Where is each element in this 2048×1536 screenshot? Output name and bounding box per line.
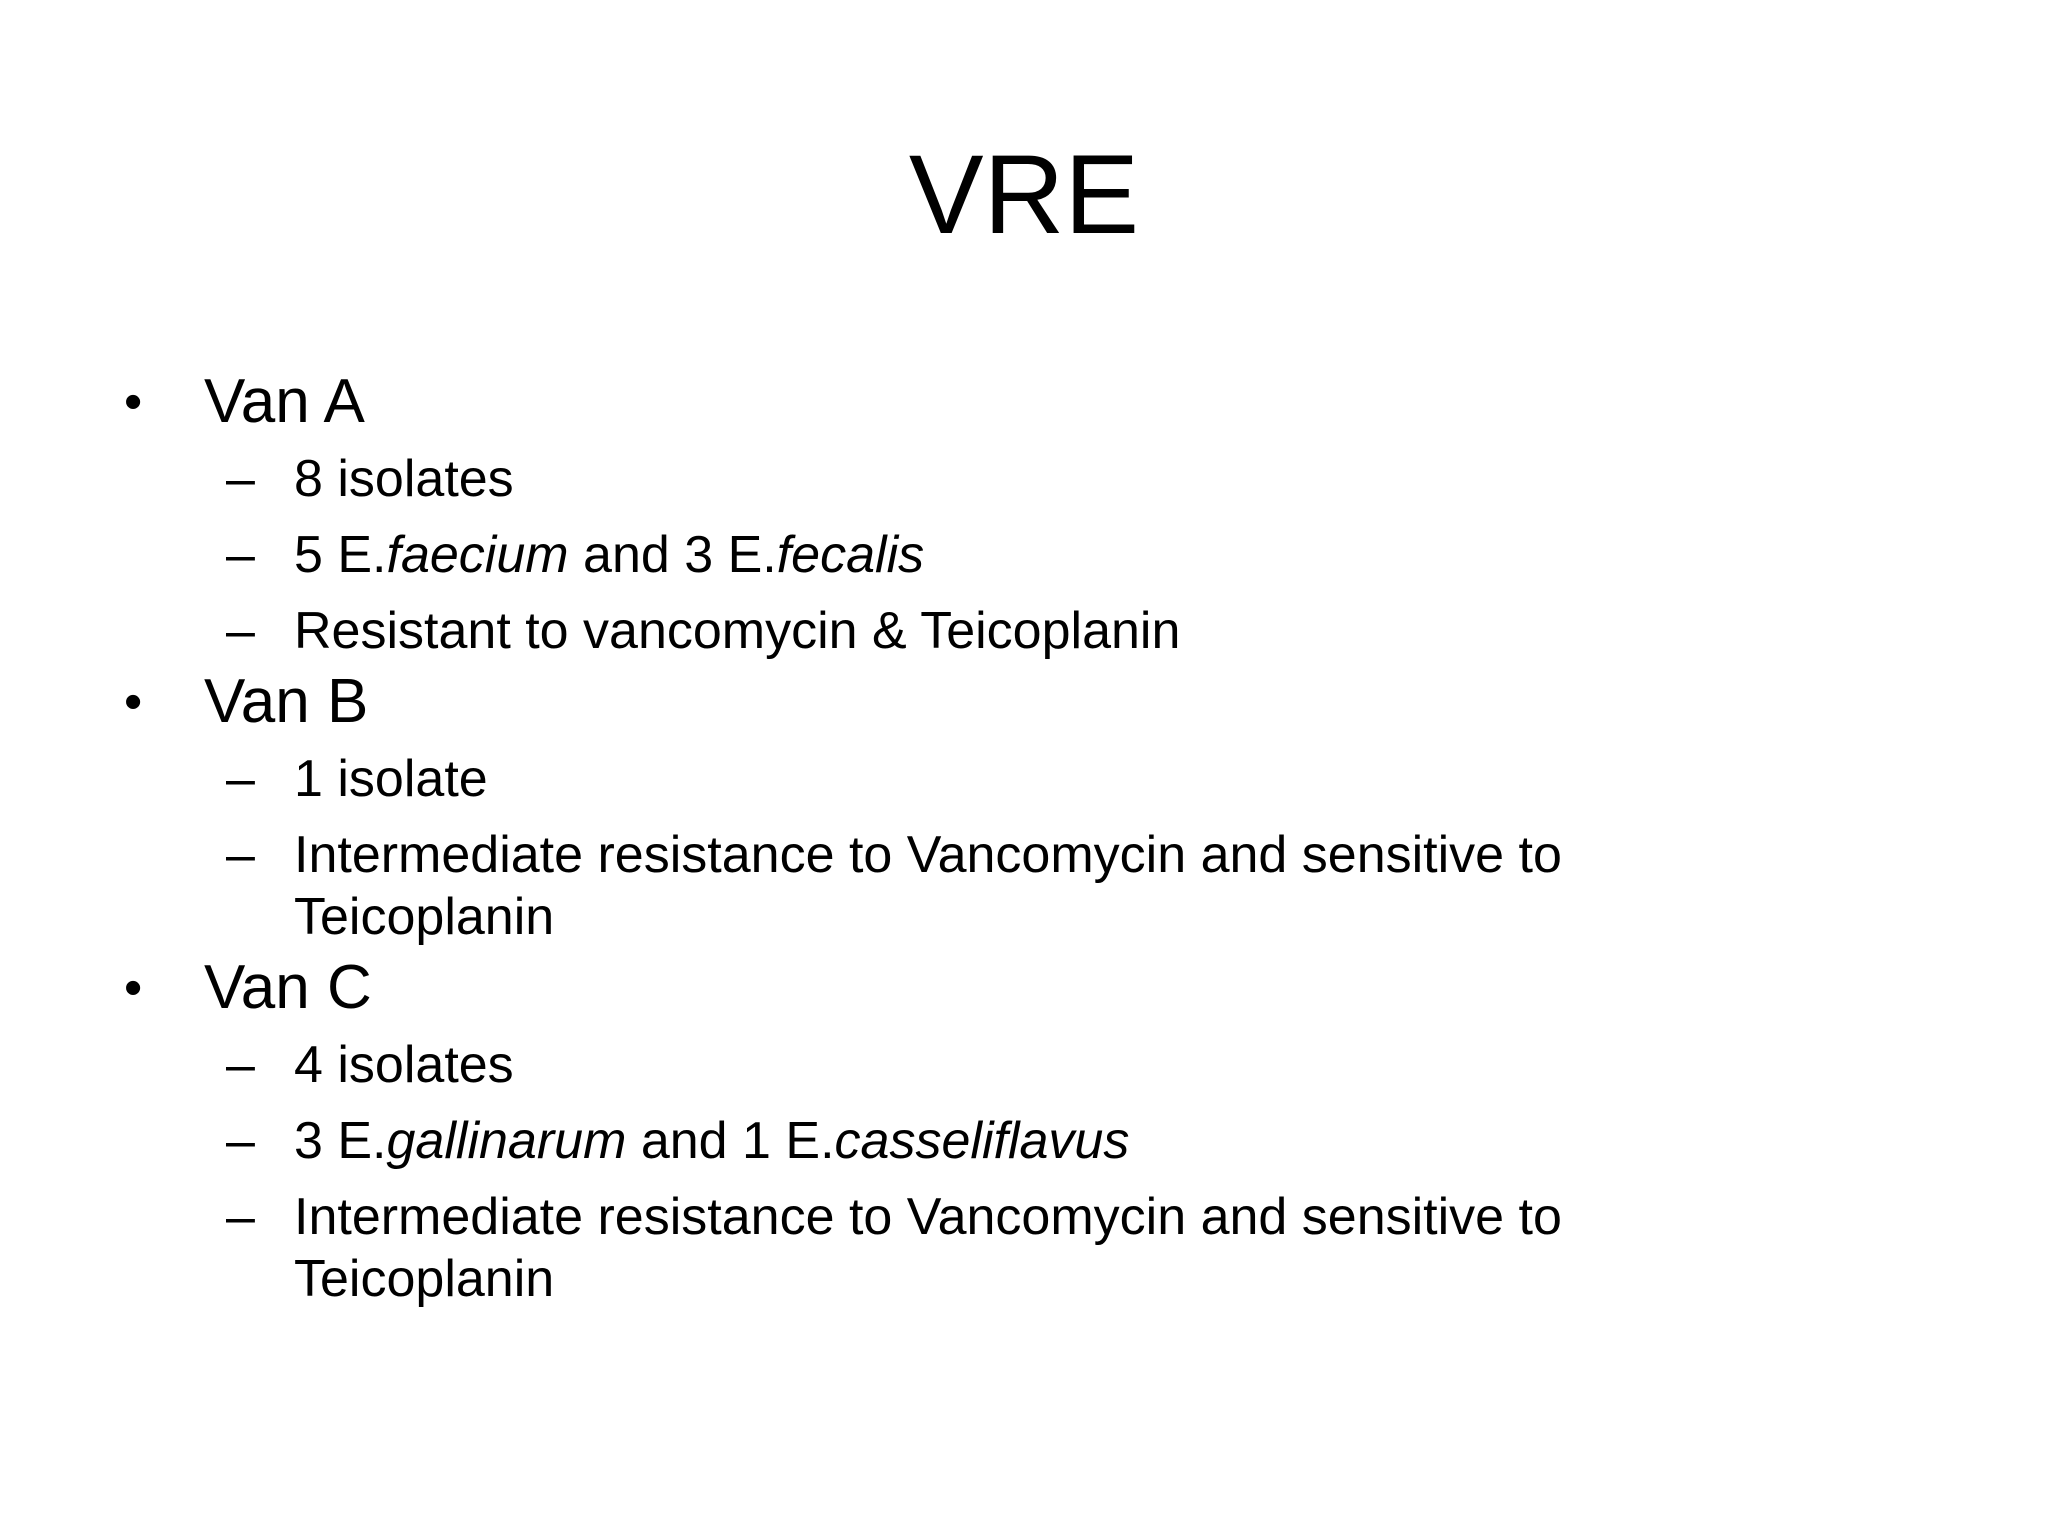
species-name: fecalis [776, 526, 925, 584]
dash-icon: – [226, 750, 255, 808]
dash-icon: – [226, 526, 255, 584]
dash-icon: – [226, 450, 255, 508]
bullet-dot-icon: • [124, 373, 143, 431]
species-name: gallinarum [386, 1112, 627, 1170]
sub-bullet [0, 1034, 1814, 1096]
species-name: casseliflavus [834, 1112, 1130, 1170]
species-name: faecium [386, 526, 569, 584]
bullet-dot-icon: • [124, 959, 143, 1017]
text-run: and 3 E. [568, 526, 777, 584]
sub-bullet-text: 8 isolates [294, 450, 514, 508]
dash-icon: – [226, 826, 255, 884]
sub-bullet-text: 1 isolate [294, 750, 488, 808]
sub-bullet [0, 524, 1814, 586]
bullet-heading: Van C [204, 953, 372, 1022]
text-run: 3 E. [294, 1112, 387, 1170]
sub-bullet [0, 1110, 1814, 1172]
bullet-heading: Van A [204, 367, 365, 436]
slide-title: VRE [908, 132, 1140, 257]
sub-bullet-text [294, 526, 924, 584]
sub-bullet [0, 1186, 1814, 1310]
sub-bullet [0, 824, 1814, 948]
sub-bullet-text: Intermediate resistance to Vancomycin and sensitive to Teicoplanin [294, 1188, 1562, 1308]
dash-icon: – [226, 1036, 255, 1094]
sub-bullet-text: Intermediate resistance to Vancomycin and sensitive to Teicoplanin [294, 826, 1562, 946]
text-run: and 1 E. [626, 1112, 835, 1170]
dash-icon: – [226, 1112, 255, 1170]
bullet-van-b [0, 666, 2048, 738]
bullet-heading: Van B [204, 667, 369, 736]
dash-icon: – [226, 602, 255, 660]
sub-bullet [0, 448, 1814, 510]
sub-bullet-text: 4 isolates [294, 1036, 514, 1094]
bullet-van-a [0, 366, 2048, 438]
sub-bullet [0, 600, 1814, 662]
sub-bullet [0, 748, 1814, 810]
bullet-dot-icon: • [124, 673, 143, 731]
sub-bullet-text: Resistant to vancomycin & Teicoplanin [294, 602, 1181, 660]
bullet-van-c [0, 952, 2048, 1024]
sub-bullet-text [294, 1112, 1129, 1170]
slide-content [0, 366, 2048, 1324]
dash-icon: – [226, 1188, 255, 1246]
text-run: 5 E. [294, 526, 387, 584]
